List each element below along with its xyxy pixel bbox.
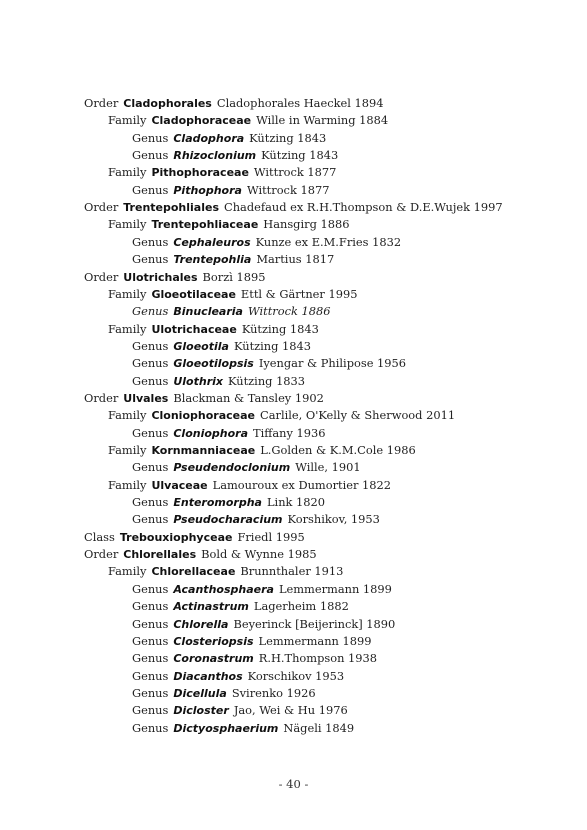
family-entry bbox=[108, 111, 388, 129]
taxon-authority: Kunze ex E.M.Fries 1832 bbox=[255, 234, 402, 249]
taxon-authority: Korschikov 1953 bbox=[247, 668, 345, 683]
taxon-name: Cladophora bbox=[173, 131, 245, 145]
rank-label: Genus bbox=[132, 616, 169, 631]
class-entry bbox=[84, 528, 305, 546]
taxon-name: Chlorellaceae bbox=[151, 565, 236, 579]
rank-label: Family bbox=[108, 217, 147, 232]
taxon-authority: Jao, Wei & Hu 1976 bbox=[233, 703, 348, 718]
taxon-authority: Korshikov, 1953 bbox=[287, 512, 380, 527]
taxon-name: Chlorella bbox=[173, 617, 229, 631]
rank-label: Genus bbox=[132, 668, 169, 683]
taxon-name: Cephaleuros bbox=[173, 235, 251, 249]
taxon-authority: Ettl & Gärtner 1995 bbox=[240, 286, 358, 301]
taxon-authority: Borzì 1895 bbox=[202, 269, 266, 284]
order-entry bbox=[84, 545, 317, 563]
genus-entry bbox=[132, 250, 334, 268]
taxon-name: Acanthosphaera bbox=[173, 582, 274, 596]
rank-label: Family bbox=[108, 564, 147, 579]
taxon-name: Ulotrichaceae bbox=[151, 322, 237, 336]
rank-label: Genus bbox=[132, 425, 169, 440]
taxon-name: Gloeotilaceae bbox=[151, 287, 236, 301]
rank-label: Genus bbox=[132, 460, 169, 475]
taxon-name: Enteromorpha bbox=[173, 496, 262, 510]
taxon-name: Closteriopsis bbox=[173, 634, 254, 648]
taxon-name: Pseudocharacium bbox=[173, 513, 283, 527]
taxon-name: Gloeotilopsis bbox=[173, 357, 254, 371]
taxon-name: Chlorellales bbox=[123, 548, 197, 562]
rank-label: Family bbox=[108, 113, 147, 128]
genus-entry bbox=[132, 372, 305, 390]
rank-label: Genus bbox=[132, 130, 169, 145]
taxon-authority: Svirenko 1926 bbox=[231, 685, 316, 700]
rank-label: Genus bbox=[132, 252, 169, 267]
taxon-name: Pseudendoclonium bbox=[173, 461, 291, 475]
genus-entry bbox=[132, 597, 349, 615]
taxon-name: Ulothrix bbox=[173, 374, 223, 388]
taxon-authority: R.H.Thompson 1938 bbox=[258, 651, 378, 666]
taxon-authority: Kützing 1833 bbox=[228, 373, 306, 388]
taxon-name: Kornmanniaceae bbox=[151, 444, 256, 457]
taxon-authority: Wittrock 1877 bbox=[246, 182, 330, 197]
rank-label: Order bbox=[84, 547, 119, 562]
taxon-name: Dicloster bbox=[173, 704, 229, 718]
taxon-authority: Beyerinck [Beijerinck] 1890 bbox=[233, 616, 396, 631]
rank-label: Order bbox=[84, 96, 119, 110]
taxon-authority: Kützing 1843 bbox=[233, 338, 312, 353]
taxon-authority: Link 1820 bbox=[266, 495, 326, 510]
taxon-name: Cladophoraceae bbox=[151, 114, 252, 128]
taxon-authority: Tiffany 1936 bbox=[253, 425, 326, 440]
taxon-authority: Wittrock 1877 bbox=[253, 165, 337, 180]
rank-label: Family bbox=[108, 321, 147, 336]
genus-entry bbox=[132, 354, 406, 372]
family-entry bbox=[108, 406, 455, 424]
genus-entry bbox=[132, 719, 354, 737]
genus-entry bbox=[132, 580, 392, 598]
family-entry bbox=[108, 441, 416, 459]
rank-label: Genus bbox=[132, 338, 169, 353]
taxon-authority: Hansgirg 1886 bbox=[263, 217, 350, 232]
order-entry bbox=[84, 268, 265, 286]
taxon-authority: Kützing 1843 bbox=[249, 130, 327, 145]
order-entry bbox=[84, 389, 324, 407]
taxon-authority: Bold & Wynne 1985 bbox=[201, 547, 317, 562]
rank-label: Genus bbox=[132, 304, 169, 319]
order-entry bbox=[84, 198, 503, 216]
family-entry bbox=[108, 562, 343, 580]
genus-entry bbox=[132, 649, 377, 667]
taxon-name: Trentepohliaceae bbox=[151, 218, 259, 232]
rank-label: Class bbox=[84, 529, 115, 544]
rank-label: Genus bbox=[132, 720, 169, 735]
taxon-authority: Kützing 1843 bbox=[261, 148, 339, 163]
taxon-authority: Martius 1817 bbox=[256, 252, 335, 267]
taxon-authority: Wittrock 1886 bbox=[247, 304, 331, 319]
taxon-name: Ulvaceae bbox=[151, 478, 208, 492]
taxon-authority: Nägeli 1849 bbox=[283, 720, 355, 735]
taxon-name: Dictyosphaerium bbox=[173, 721, 279, 735]
taxon-authority: Friedl 1995 bbox=[237, 529, 305, 544]
genus-entry bbox=[132, 493, 325, 511]
taxon-name: Ulotrichales bbox=[123, 270, 198, 284]
genus-entry bbox=[132, 684, 316, 702]
rank-label: Genus bbox=[132, 495, 169, 510]
genus-entry bbox=[132, 615, 395, 633]
taxon-authority: Wille in Warming 1884 bbox=[256, 113, 389, 128]
taxon-name: Trentepohliales bbox=[123, 201, 219, 215]
rank-label: Family bbox=[108, 286, 147, 301]
rank-label: Genus bbox=[132, 685, 169, 700]
taxon-name: Actinastrum bbox=[173, 600, 249, 614]
taxon-name: Coronastrum bbox=[173, 652, 254, 666]
rank-label: Genus bbox=[132, 581, 169, 596]
family-entry bbox=[108, 476, 391, 494]
taxon-name: Rhizoclonium bbox=[173, 149, 257, 163]
genus-entry bbox=[132, 458, 361, 476]
taxon-name: Cladophorales bbox=[123, 97, 212, 110]
rank-label: Genus bbox=[132, 599, 169, 614]
genus-entry bbox=[132, 424, 326, 442]
rank-label: Genus bbox=[132, 651, 169, 666]
rank-label: Genus bbox=[132, 512, 169, 527]
genus-entry bbox=[132, 337, 311, 355]
genus-entry bbox=[132, 701, 348, 719]
taxon-authority: Lagerheim 1882 bbox=[253, 599, 349, 614]
rank-label: Genus bbox=[132, 633, 169, 648]
genus-entry bbox=[132, 181, 329, 199]
taxon-name: Pithophora bbox=[173, 183, 242, 197]
rank-label: Genus bbox=[132, 234, 169, 249]
family-entry bbox=[108, 163, 336, 181]
genus-entry bbox=[132, 510, 380, 528]
rank-label: Family bbox=[108, 477, 147, 492]
genus-entry bbox=[132, 632, 372, 650]
taxon-name: Dicellula bbox=[173, 686, 227, 700]
taxon-authority: Chadefaud ex R.H.Thompson & D.E.Wujek 1997 bbox=[224, 200, 503, 215]
genus-entry bbox=[132, 233, 401, 251]
genus-entry bbox=[132, 667, 344, 685]
taxon-authority: Carlile, O'Kelly & Sherwood 2011 bbox=[260, 408, 456, 423]
rank-label: Order bbox=[84, 390, 119, 405]
taxon-authority: Wille, 1901 bbox=[295, 460, 361, 475]
rank-label: Genus bbox=[132, 148, 169, 163]
rank-label: Family bbox=[108, 408, 147, 423]
taxon-authority: Iyengar & Philipose 1956 bbox=[258, 356, 407, 371]
rank-label: Order bbox=[84, 269, 119, 284]
rank-label: Order bbox=[84, 200, 119, 215]
family-entry bbox=[108, 215, 349, 233]
family-entry bbox=[108, 285, 357, 303]
taxon-name: Trentepohlia bbox=[173, 253, 252, 267]
taxon-name: Gloeotila bbox=[173, 339, 229, 353]
rank-label: Genus bbox=[132, 703, 169, 718]
taxon-authority: Brunnthaler 1913 bbox=[240, 564, 344, 579]
taxon-name: Binuclearia bbox=[173, 305, 243, 319]
page-number: - 40 - bbox=[278, 777, 309, 791]
taxon-authority: Kützing 1843 bbox=[241, 321, 319, 336]
taxon-name: Pithophoraceae bbox=[151, 166, 249, 180]
order-entry bbox=[84, 94, 383, 112]
taxon-authority: Cladophorales Haeckel 1894 bbox=[216, 96, 384, 110]
taxon-name: Cloniophora bbox=[173, 426, 249, 440]
taxon-authority: Lemmermann 1899 bbox=[258, 633, 372, 648]
genus-entry bbox=[132, 302, 330, 320]
rank-label: Genus bbox=[132, 373, 169, 388]
taxon-name: Ulvales bbox=[123, 391, 169, 405]
rank-label: Genus bbox=[132, 356, 169, 371]
rank-label: Family bbox=[108, 443, 147, 457]
family-entry bbox=[108, 320, 319, 338]
rank-label: Family bbox=[108, 165, 147, 180]
genus-entry bbox=[132, 129, 326, 147]
rank-label: Genus bbox=[132, 182, 169, 197]
taxon-authority: Lemmermann 1899 bbox=[278, 581, 392, 596]
genus-entry bbox=[132, 146, 338, 164]
taxon-name: Trebouxiophyceae bbox=[119, 530, 233, 544]
taxon-authority: L.Golden & K.M.Cole 1986 bbox=[260, 443, 416, 457]
taxon-name: Cloniophoraceae bbox=[151, 409, 255, 423]
taxon-authority: Lamouroux ex Dumortier 1822 bbox=[212, 477, 392, 492]
taxon-authority: Blackman & Tansley 1902 bbox=[173, 390, 324, 405]
taxon-name: Diacanthos bbox=[173, 669, 243, 683]
